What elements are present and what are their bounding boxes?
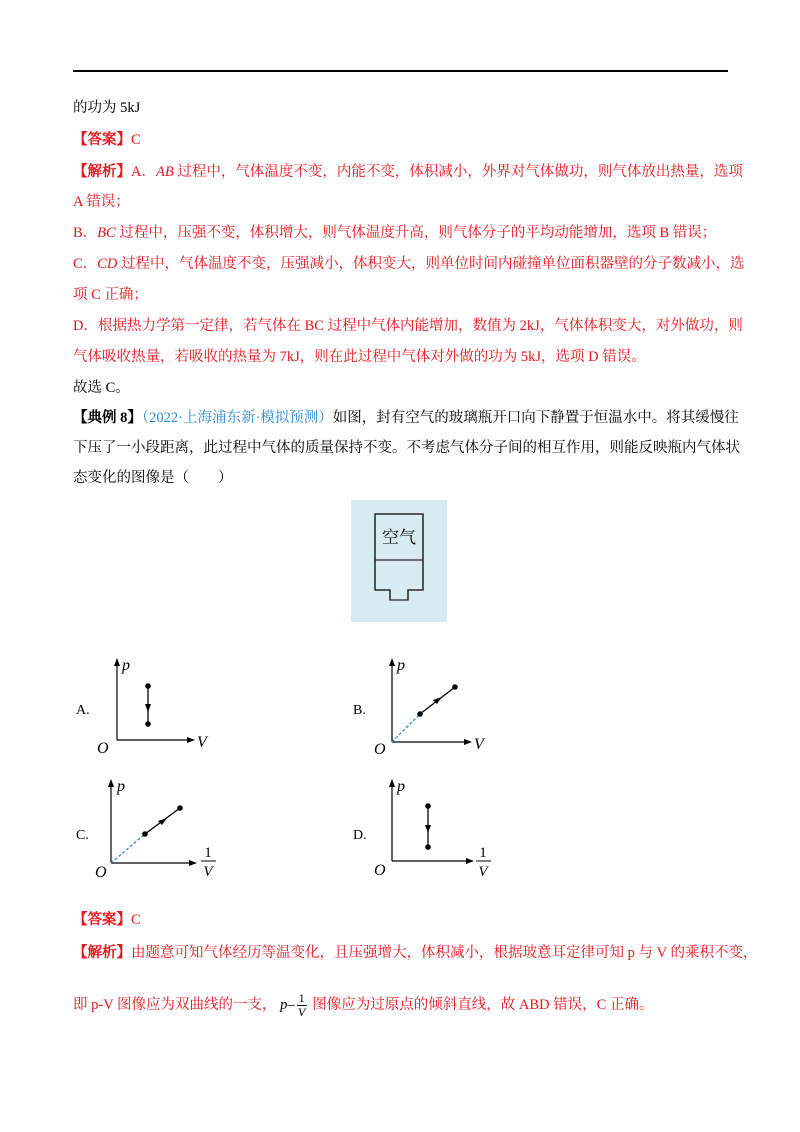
option-d-point-1 bbox=[425, 803, 431, 809]
analysis-2-line-1: 【解析】由题意可知气体经历等温变化，且压强增大，体积减小，根据玻意耳定律可知 p 与 V 的乘积不变， bbox=[73, 945, 758, 961]
svg-text:O: O bbox=[374, 862, 386, 879]
intro-line: 的功为 5kJ bbox=[73, 100, 141, 116]
option-c-letter[interactable]: C. bbox=[76, 828, 89, 843]
analysis-1-line-7: 气体吸收热量，若吸收的热量为 7kJ，则在此过程中气体对外做的功为 5kJ，选项 D 错误。 bbox=[73, 349, 646, 365]
analysis-1-line-8: 故选 C。 bbox=[73, 380, 130, 396]
option-d-graph bbox=[372, 773, 502, 883]
option-b-graph bbox=[372, 652, 502, 754]
analysis-1-line-1: 【解析】A．AB 过程中，气体温度不变，内能不变，体积减小，外界对气体做功，则气体放出热量，选项 bbox=[73, 164, 743, 180]
option-a-point-1 bbox=[145, 683, 151, 689]
example-8-line-3: 态变化的图像是（ ） bbox=[73, 470, 233, 486]
svg-text:p: p bbox=[397, 657, 405, 674]
answer-value: C bbox=[131, 132, 141, 148]
option-c-dashed-line bbox=[111, 834, 145, 863]
option-a-graph bbox=[95, 652, 225, 754]
svg-text:p: p bbox=[397, 778, 405, 795]
example-8-line-1: 【典例 8】（2022·上海浦东新·模拟预测）如图，封有空气的玻璃瓶开口向下静置于恒温水中。将其缓慢往 bbox=[73, 410, 739, 426]
answer-1 bbox=[73, 130, 141, 150]
option-a-point-2 bbox=[145, 721, 151, 727]
analysis-1-line-4: C．CD 过程中，气体温度不变，压强减小，体积变大，则单位时间内碰撞单位面积器壁的分子数减小，选 bbox=[73, 256, 745, 272]
svg-text:p: p bbox=[122, 657, 130, 674]
option-c-graph bbox=[95, 773, 225, 883]
option-c-point-2 bbox=[177, 805, 183, 811]
option-a-letter[interactable]: A. bbox=[76, 703, 90, 718]
svg-text:O: O bbox=[374, 741, 386, 754]
answer-2: 【答案】C bbox=[73, 912, 141, 928]
option-d-letter[interactable]: D. bbox=[353, 828, 367, 843]
svg-text:1: 1 bbox=[204, 845, 212, 861]
header-rule bbox=[73, 70, 728, 72]
option-b-letter[interactable]: B. bbox=[353, 703, 366, 718]
analysis-label: 【解析】 bbox=[73, 164, 131, 180]
analysis-2-line-2: 即 p-V 图像应为双曲线的一支， p– $\frac{1}{V}$ 图像应为过原点的倾斜直线，故 ABD 错误，C 正确。 bbox=[73, 991, 654, 1020]
answer-label: 【答案】 bbox=[73, 132, 131, 148]
option-a-arrow bbox=[145, 704, 151, 712]
example-label: 【典例 8】 bbox=[73, 410, 142, 426]
water-background bbox=[351, 500, 447, 622]
svg-text:V: V bbox=[474, 736, 484, 753]
option-d-point-2 bbox=[425, 844, 431, 850]
analysis-1-line-6: D．根据热力学第一定律，若气体在 BC 过程中气体内能增加，数值为 2kJ，气体体积变大，对外做功，则 bbox=[73, 318, 743, 334]
analysis-1-line-5: 项 C 正确； bbox=[73, 287, 148, 303]
option-b-point-2 bbox=[452, 684, 458, 690]
svg-text:O: O bbox=[95, 864, 107, 881]
option-b-point-1 bbox=[417, 711, 423, 717]
svg-text:V: V bbox=[197, 734, 207, 751]
analysis-1-line-2: A 错误； bbox=[73, 194, 130, 210]
svg-text:V: V bbox=[203, 864, 213, 880]
example-source: （2022·上海浦东新·模拟预测） bbox=[141, 410, 333, 426]
option-b-dashed-line bbox=[392, 714, 420, 742]
option-d-arrow bbox=[425, 825, 431, 833]
svg-text:V: V bbox=[478, 864, 488, 880]
p-inverse-v-expression: p– $\frac{1}{V}$ bbox=[280, 991, 306, 1020]
bottle-figure bbox=[351, 500, 447, 622]
svg-text:1: 1 bbox=[479, 845, 487, 861]
svg-text:p: p bbox=[117, 778, 125, 795]
svg-text:O: O bbox=[97, 740, 109, 754]
example-8-line-2: 下压了一小段距离，此过程中气体的质量保持不变。不考虑气体分子间的相互作用，则能反映瓶内气体状 bbox=[73, 440, 740, 456]
analysis-1-line-3: B．BC 过程中，压强不变，体积增大，则气体温度升高，则气体分子的平均动能增加，选项 B 错误； bbox=[73, 225, 717, 241]
option-c-point-1 bbox=[142, 831, 148, 837]
air-label: 空气 bbox=[382, 528, 416, 547]
